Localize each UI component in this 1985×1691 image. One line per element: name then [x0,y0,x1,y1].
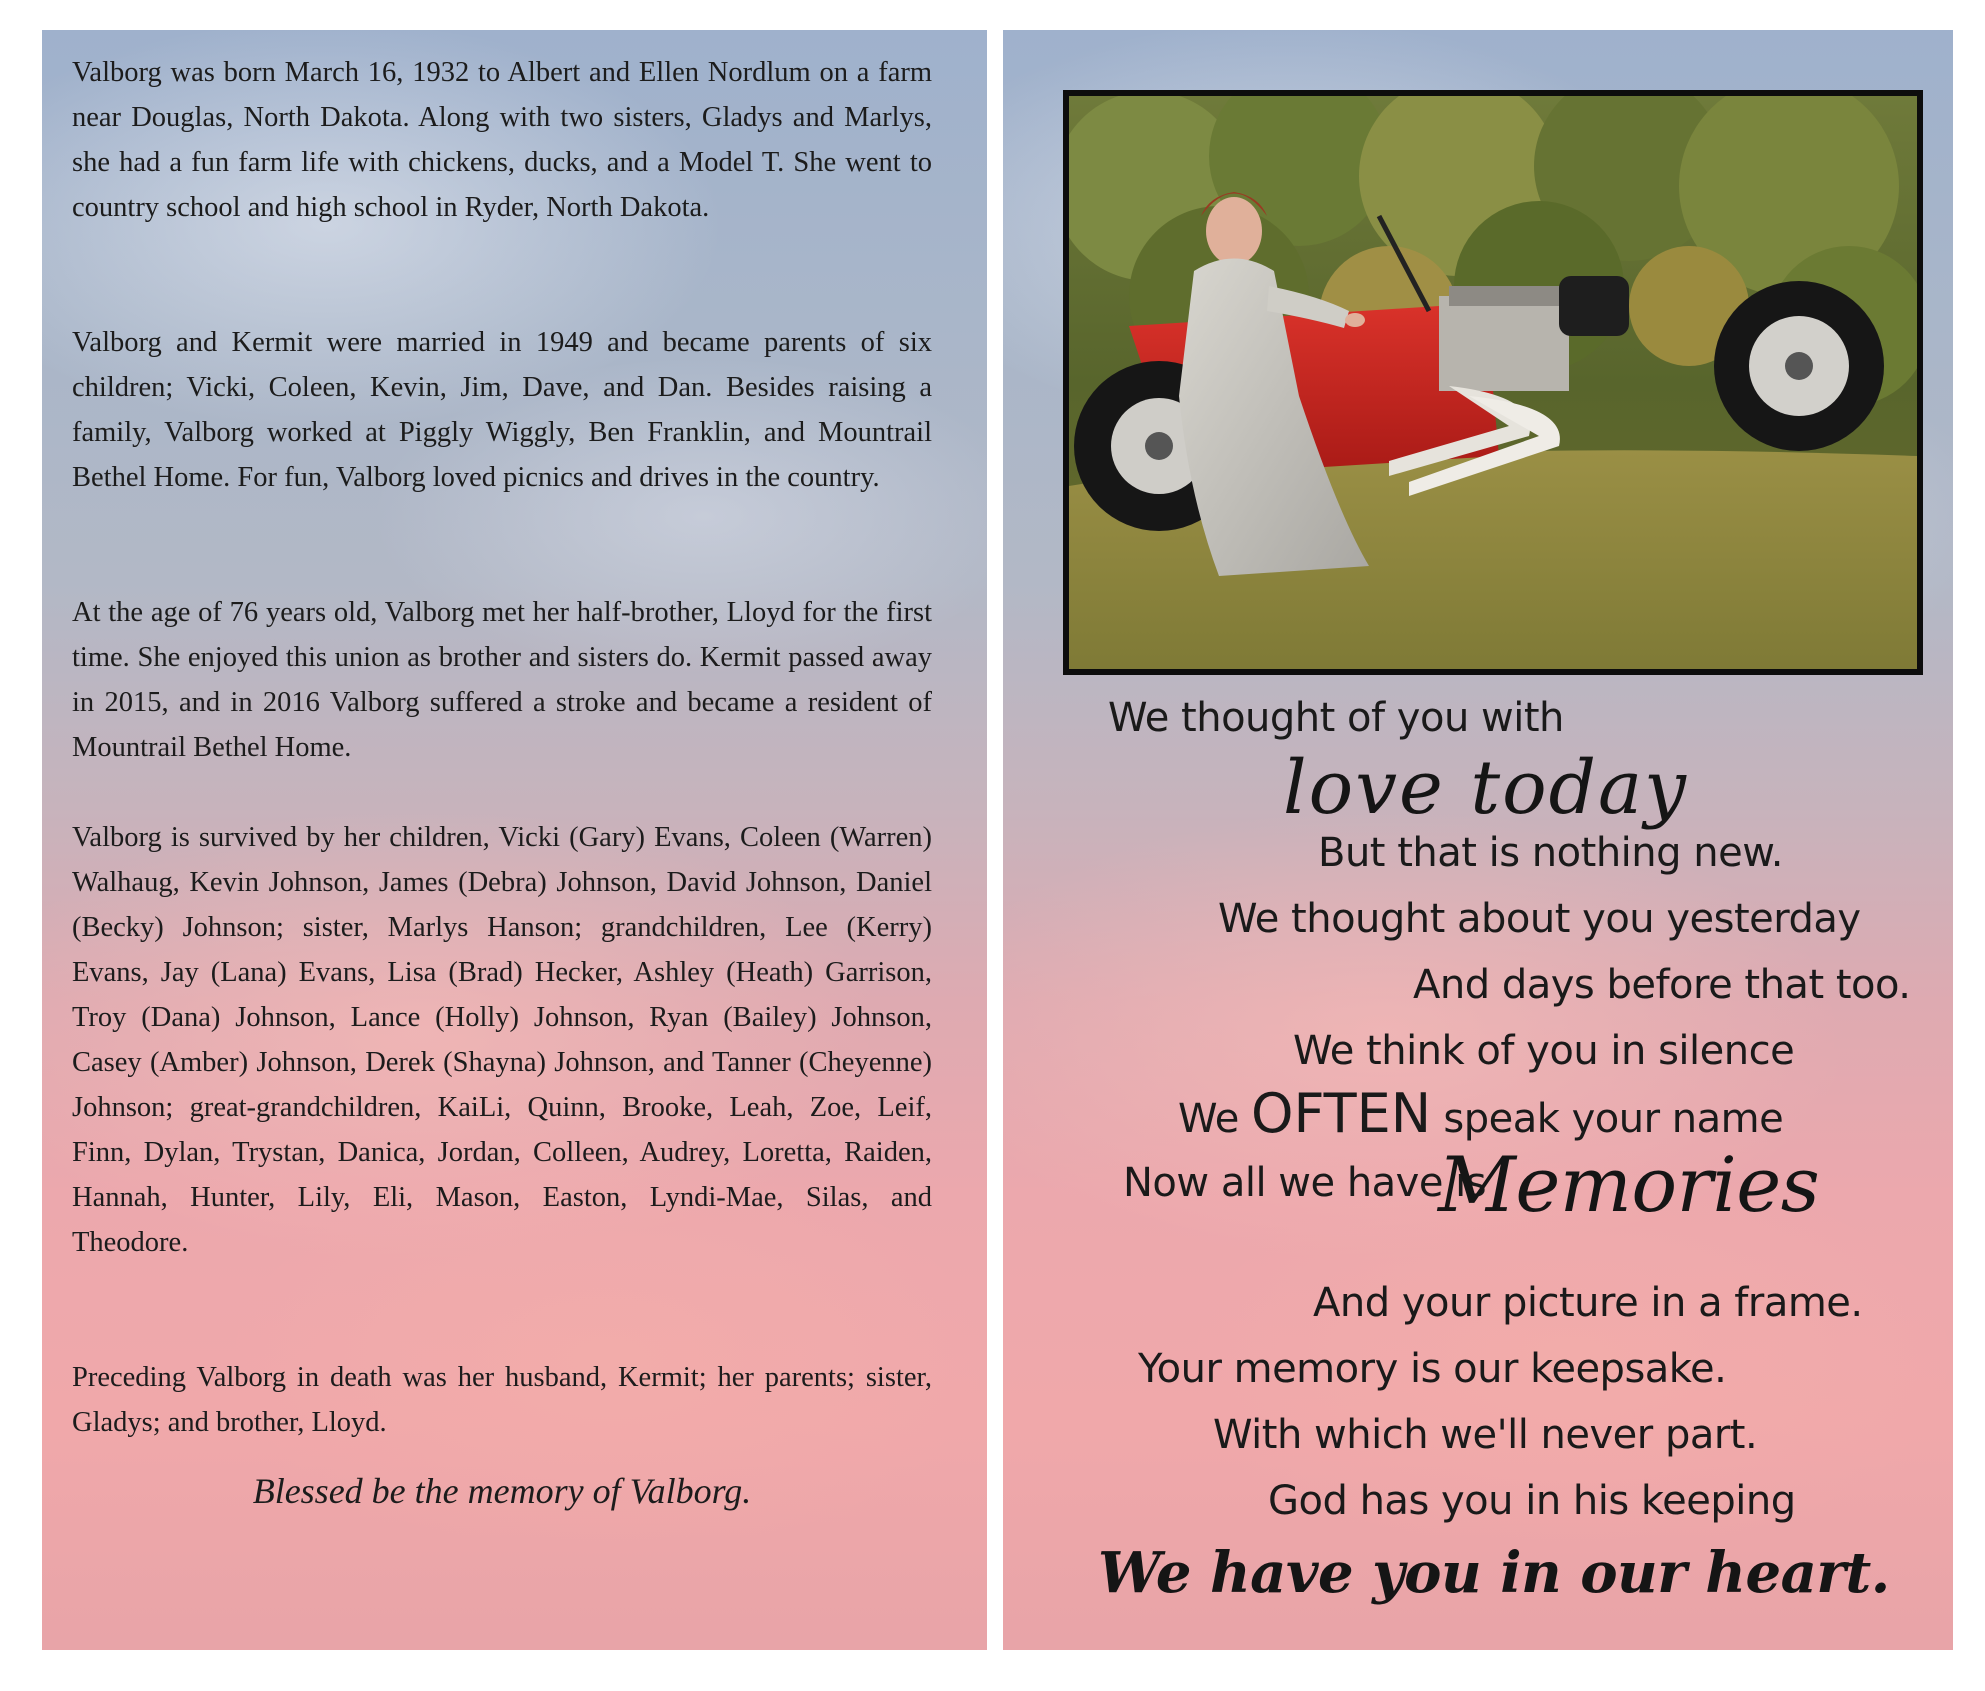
poem-line-4: We thought about you yesterday [1218,896,1861,942]
poem-line-7-pre: We [1178,1096,1239,1142]
poem-line-5: And days before that too. [1413,962,1911,1008]
poem-line-12: God has you in his keeping [1268,1478,1796,1524]
right-page [1003,30,1953,1650]
left-page [42,30,987,1650]
bio-paragraph-preceded: Preceding Valborg in death was her husband, Kermit; her parents; sister, Gladys; and brother, Lloyd. [72,1362,932,1438]
poem-line-13-script: We have you in our heart. [1098,1540,1890,1606]
poem-line-9: And your picture in a frame. [1313,1280,1863,1326]
poem-line-7-emphasis: OFTEN [1251,1082,1432,1145]
poem-line-2-script: love today [1283,745,1688,831]
poem-line-1: We thought of you with [1108,695,1564,741]
poem-line-7 [1178,1082,1783,1145]
bio-paragraph-later-life: At the age of 76 years old, Valborg met her half-brother, Lloyd for the first time. She enjoyed this union as brother and sisters do. Kermit passed away in 2015, and in 2016 Valborg suffered a stroke and became a resident of Mountrail Bethel Home. [72,597,932,763]
poem-line-6: We think of you in silence [1293,1028,1795,1074]
poem-line-3: But that is nothing new. [1318,830,1783,876]
poem-line-8: Now all we have is [1123,1160,1487,1206]
poem-line-8-script: Memories [1438,1140,1820,1229]
poem-line-11: With which we'll never part. [1213,1412,1758,1458]
bio-paragraph-marriage: Valborg and Kermit were married in 1949 and became parents of six children; Vicki, Coleen, Kevin, Jim, Dave, and Dan. Besides raising a family, Valborg worked at Piggly Wiggly, Ben Franklin, and Mountrail Bethel Home. For fun, Valborg loved picnics and drives in the country. [72,327,932,493]
poem-line-7-post: speak your name [1443,1096,1784,1142]
bio-paragraph-birth: Valborg was born March 16, 1932 to Albert and Ellen Nordlum on a farm near Douglas, North Dakota. Along with two sisters, Gladys and Marlys, she had a fun farm life with chickens, ducks, and a Model T. She went to country school and high school in Ryder, North Dakota. [72,57,932,223]
photo-frame [1063,90,1923,675]
poem-line-10: Your memory is our keepsake. [1138,1346,1727,1392]
blessing-line: Blessed be the memory of Valborg. [252,1471,752,1511]
bio-paragraph-survivors: Valborg is survived by her children, Vicki (Gary) Evans, Coleen (Warren) Walhaug, Kevin Johnson, James (Debra) Johnson, David Johnson, Daniel (Becky) Johnson; sister, Marlys Hanson; grandchildren, Lee (Kerry) Evans, Jay (Lana) Evans, Lisa (Brad) Hecker, Ashley (Heath) Garrison, Troy (Dana) Johnson, Lance (Holly) Johnson, Ryan (Bailey) Johnson, Casey (Amber) Johnson, Derek (Shayna) Johnson, and Tanner (Cheyenne) Johnson; great-grandchildren, KaiLi, Quinn, Brooke, Leah, Zoe, Leif, Finn, Dylan, Trystan, Danica, Jordan, Colleen, Audrey, Loretta, Raiden, Hannah, Hunter, Lily, Eli, Mason, Easton, Lyndi-Mae, Silas, and Theodore. [72,822,932,1258]
photo-woman-with-red-hot-rod-icon [1069,96,1917,669]
